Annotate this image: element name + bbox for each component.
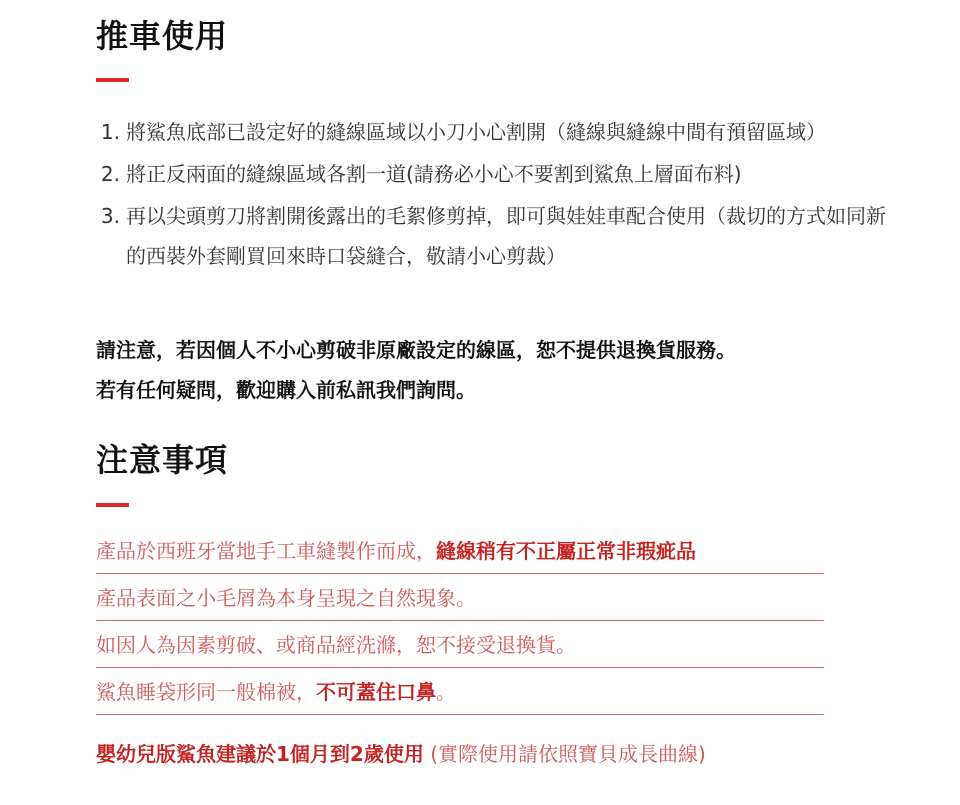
step-number: 3. [100, 204, 120, 228]
note-item [96, 529, 824, 574]
age-recommendation-emphasis: 嬰幼兒版鯊魚建議於1個月到2歲使用 [96, 742, 424, 766]
warning-line: 請注意，若因個人不小心剪破非原廠設定的線區，恕不提供退換貨服務。 [96, 338, 736, 362]
note-item [96, 670, 824, 715]
usage-title-accent-bar [96, 78, 129, 82]
note-item [96, 623, 824, 668]
age-recommendation [96, 732, 916, 776]
note-emphasis: 縫線稍有不正屬正常非瑕疵品 [436, 539, 696, 563]
age-recommendation-note: (實際使用請依照寶貝成長曲線) [423, 742, 706, 766]
note-item [96, 576, 824, 621]
note-emphasis: 不可蓋住口鼻 [316, 680, 436, 704]
step-number: 1. [100, 120, 120, 144]
step-number: 2. [100, 162, 120, 186]
step-item [96, 154, 896, 194]
note-text: 如因人為因素剪破、或商品經洗滌，恕不接受退換貨。 [96, 633, 576, 657]
step-item [96, 112, 896, 152]
warning-notice [96, 330, 916, 410]
note-tail: 。 [436, 680, 456, 704]
inquiry-line: 若有任何疑問，歡迎購入前私訊我們詢問。 [96, 378, 476, 402]
note-text: 鯊魚睡袋形同一般棉被， [96, 680, 316, 704]
usage-title: 推車使用 [96, 17, 229, 55]
note-text: 產品於西班牙當地手工車縫製作而成， [96, 539, 436, 563]
step-text: 將正反兩面的縫線區域各割一道(請務必小心不要割到鯊魚上層面布料) [126, 162, 742, 186]
notes-title-accent-bar [96, 503, 129, 507]
notes-list [96, 529, 824, 717]
notes-title: 注意事項 [96, 441, 229, 479]
note-text: 產品表面之小毛屑為本身呈現之自然現象。 [96, 586, 476, 610]
step-item [96, 196, 896, 276]
usage-steps-list [96, 112, 896, 278]
step-text: 將鯊魚底部已設定好的縫線區域以小刀小心割開（縫線與縫線中間有預留區域） [126, 120, 826, 144]
step-text: 再以尖頭剪刀將割開後露出的毛絮修剪掉，即可與娃娃車配合使用（裁切的方式如同新的西裝外套剛買回來時口袋縫合，敬請小心剪裁） [126, 204, 886, 268]
